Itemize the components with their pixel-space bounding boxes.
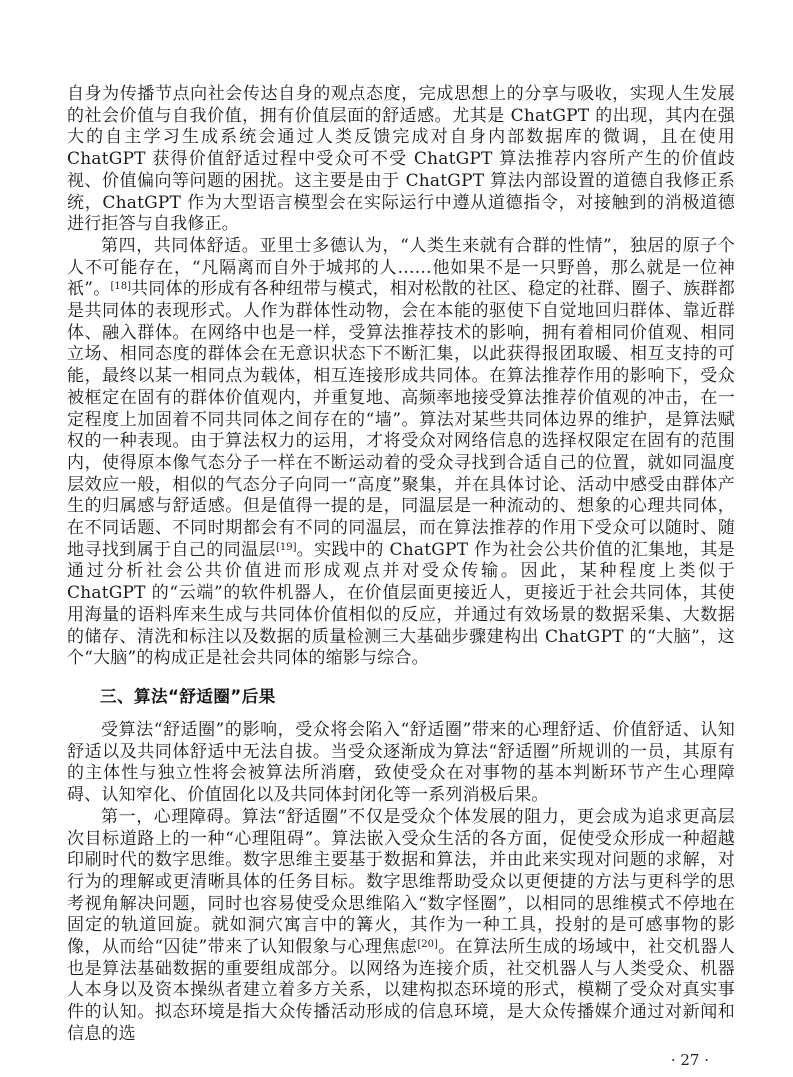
- paragraph: 自身为传播节点向社会传达自身的观点态度，完成思想上的分享与吸收，实现人生发展的社会价值与自我价值，拥有价值层面的舒适感。尤其是 ChatGPT 的出现，其内在强大的自主学习生成系统会通过人类反馈完成对自身内部数据库的微调，且在使用 ChatGPT 获得价值舒适过程中受众可不受 ChatGPT 算法推荐内容所产生的价值歧视、价值偏向等问题的困扰。这主要是由于 ChatGPT 算法内部设置的道德自我修正系统，ChatGPT 作为大型语言模型会在实际运行中遵从道德指令，对接触到的消极道德进行拒答与自我修正。: [67, 84, 735, 235]
- article-body: [67, 84, 735, 1046]
- section-heading: 三、算法“舒适圈”后果: [100, 686, 276, 706]
- page-number: · 27 ·: [670, 1050, 709, 1069]
- citation-marker: [19]: [275, 541, 297, 553]
- citation-marker: [20]: [417, 939, 438, 951]
- paragraph: 受算法“舒适圈”的影响，受众将会陷入“舒适圈”带来的心理舒适、价值舒适、认知舒适以及共同体舒适中无法自拔。当受众逐渐成为算法“舒适圈”所规训的一员，其原有的主体性与独立性将会被算法所消磨，致使受众在对事物的基本判断环节产生心理障碍、认知窄化、价值固化以及共同体封闭化等一系列消极后果。: [67, 719, 735, 806]
- paragraph: 第四，共同体舒适。亚里士多德认为，“人类生来就有合群的性情”，独居的原子个人不可能存在，“凡隔离而自外于城邦的人……他如果不是一只野兽，那么就是一位神祇”。[18]共同体的形成有各种纽带与模式，相对松散的社区、稳定的社群、圈子、族群都是共同体的表现形式。人作为群体性动物，会在本能的驱使下自觉地回归群体、靠近群体、融入群体。在网络中也是一样，受算法推荐技术的影响，拥有着相同价值观、相同立场、相同态度的群体会在无意识状态下不断汇集，以此获得报团取暖、相互支持的可能，最终以某一相同点为载体，相互连接形成共同体。在算法推荐作用的影响下，受众被框定在固有的群体价值观内，并重复地、高频率地接受算法推荐价值观的冲击，在一定程度上加固着不同共同体之间存在的“墙”。算法对某些共同体边界的维护，是算法赋权的一种表现。由于算法权力的运用，才将受众对网络信息的选择权限定在固有的范围内，使得原本像气态分子一样在不断运动着的受众寻找到合适自己的位置，就如同温度层效应一般，相似的气态分子向同一“高度”聚集，并在具体讨论、活动中感受由群体产生的归属感与舒适感。但是值得一提的是，同温层是一种流动的、想象的心理共同体，在不同话题、不同时期都会有不同的同温层，而在算法推荐的作用下受众可以随时、随地寻找到属于自己的同温层[19]。实践中的 ChatGPT 作为社会公共价值的汇集地，其是通过分析社会公共价值进而形成观点并对受众传输。因此，某种程度上类似于 ChatGPT 的“云端”的软件机器人，在价值层面更接近人，更接近于社会共同体，其使用海量的语料库来生成与共同体价值相似的反应，并通过有效场景的数据采集、大数据的储存、清洗和标注以及数据的质量检测三大基础步骤建构出 ChatGPT 的“大脑”，这个“大脑”的构成正是社会共同体的缩影与综合。: [67, 235, 735, 669]
- citation-marker: [18]: [110, 281, 131, 293]
- paragraph: 第一，心理障碍。算法“舒适圈”不仅是受众个体发展的阻力，更会成为追求更高层次目标道路上的一种“心理阻碍”。算法嵌入受众生活的各方面，促使受众形成一种超越印刷时代的数字思维。数字思维主要基于数据和算法，并由此来实现对问题的求解，对行为的理解或更清晰具体的任务目标。数字思维帮助受众以更便捷的方法与更科学的思考视角解决问题，同时也容易使受众思维陷入“数字怪圈”，以相同的思维模式不停地在固定的轨道回旋。就如洞穴寓言中的篝火，其作为一种工具，投射的是可感事物的影像，从而给“囚徒”带来了认知假象与心理焦虑[20]。在算法所生成的场域中，社交机器人也是算法基础数据的重要组成部分。以网络为连接介质，社交机器人与人类受众、机器人本身以及资本操纵者建立着多方关系，以建构拟态环境的形式，模糊了受众对真实事件的认知。拟态环境是指大众传播活动形成的信息环境，是大众传播媒介通过对新闻和信息的选: [67, 806, 735, 1044]
